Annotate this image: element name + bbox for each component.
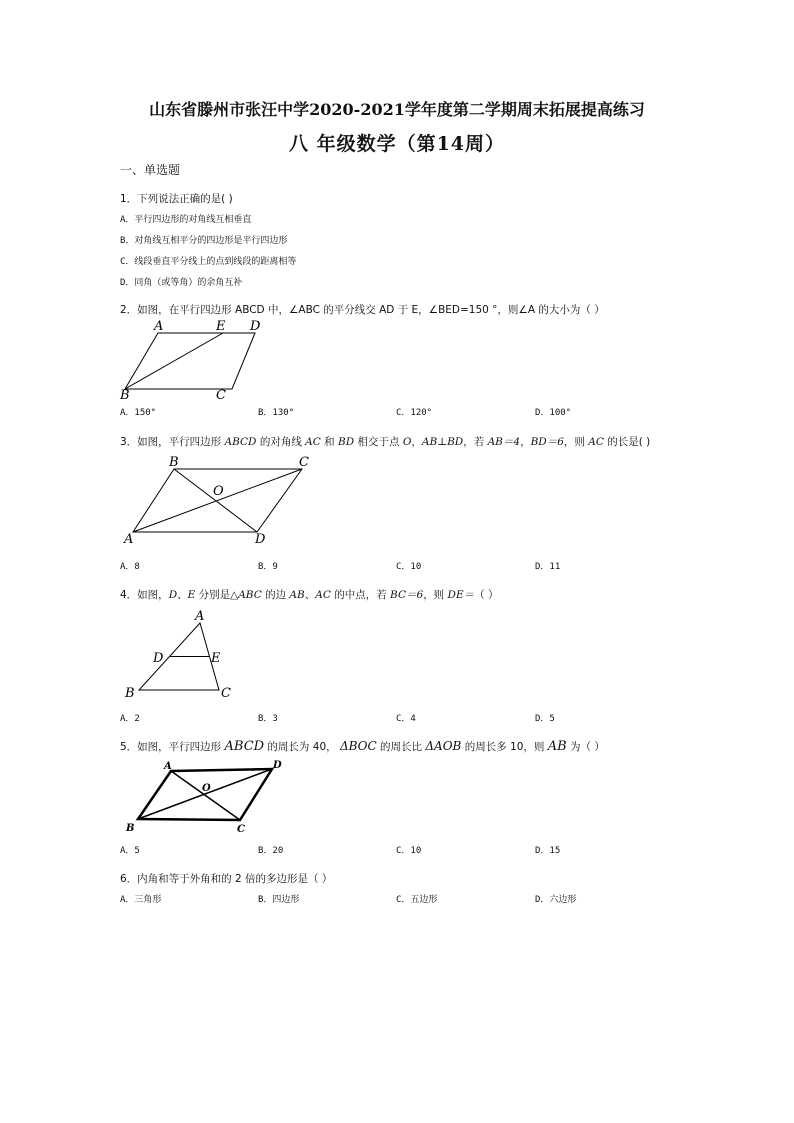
label-c: C bbox=[299, 455, 309, 470]
question-6-option-c: C．五边形 bbox=[396, 895, 438, 905]
label-e: E bbox=[216, 319, 226, 334]
label-b: B bbox=[120, 388, 130, 403]
diagonal-ac bbox=[133, 469, 302, 532]
question-5-option-c: C．10 bbox=[396, 846, 422, 856]
label-a: A bbox=[124, 532, 134, 547]
question-6-option-a: A．三角形 bbox=[120, 895, 162, 905]
label-d: D bbox=[273, 760, 282, 771]
question-4-option-c: C．4 bbox=[396, 714, 416, 724]
question-5-option-b: B．20 bbox=[258, 846, 284, 856]
diagonal-bd bbox=[138, 769, 272, 819]
question-6-option-d: D．六边形 bbox=[535, 895, 577, 905]
label-a: A bbox=[154, 319, 164, 334]
label-d: D bbox=[255, 532, 266, 547]
label-c: C bbox=[237, 824, 245, 835]
question-1-stem: 1．下列说法正确的是( ) bbox=[120, 193, 233, 205]
question-5-options bbox=[0, 843, 794, 857]
label-o: O bbox=[202, 783, 211, 794]
question-4-stem: 4．如图，D、E 分别是△ABC 的边 AB、AC 的中点，若 BC＝6，则 DE＝（ ） bbox=[120, 589, 499, 601]
label-b: B bbox=[126, 823, 135, 834]
question-1-option-b: B．对角线互相平分的四边形是平行四边形 bbox=[120, 236, 288, 246]
label-o: O bbox=[213, 484, 224, 499]
section-heading: 一、单选题 bbox=[120, 163, 181, 177]
question-5-option-d: D．15 bbox=[535, 846, 561, 856]
question-2-stem: 2．如图，在平行四边形 ABCD 中，∠ABC 的平分线交 AD 于 E，∠BED=150 °，则∠A 的大小为（ ） bbox=[120, 304, 605, 316]
question-2-options bbox=[0, 405, 794, 419]
question-1-option-c: C．线段垂直平分线上的点到线段的距离相等 bbox=[120, 257, 297, 267]
label-a: A bbox=[195, 609, 205, 624]
question-3-figure bbox=[124, 455, 314, 547]
question-4-option-d: D．5 bbox=[535, 714, 555, 724]
question-4-option-a: A．2 bbox=[120, 714, 140, 724]
question-1-option-a: A．平行四边形的对角线互相垂直 bbox=[120, 215, 252, 225]
question-6-option-b: B．四边形 bbox=[258, 895, 300, 905]
question-4-options bbox=[0, 711, 794, 725]
label-e: E bbox=[211, 651, 221, 666]
question-2-figure bbox=[120, 318, 270, 403]
diagonal-ac bbox=[171, 771, 240, 820]
label-b: B bbox=[169, 455, 179, 470]
question-5-stem: 5．如图，平行四边形 ABCD 的周长为 40， ΔBOC 的周长比 ΔAOB 的周长多 10，则 AB 为（ ） bbox=[120, 739, 605, 754]
question-6-options bbox=[0, 892, 794, 906]
label-a: A bbox=[164, 761, 172, 772]
question-6-stem: 6．内角和等于外角和的 2 倍的多边形是（ ） bbox=[120, 873, 333, 885]
question-3-options bbox=[0, 559, 794, 573]
question-4-option-b: B．3 bbox=[258, 714, 278, 724]
question-3-option-d: D．11 bbox=[535, 562, 561, 572]
question-2-option-a: A．150° bbox=[120, 408, 157, 418]
label-d: D bbox=[250, 319, 261, 334]
parallelogram-abcd bbox=[125, 333, 255, 389]
label-b: B bbox=[125, 686, 135, 701]
document-title: 山东省滕州市张汪中学2020-2021学年度第二学期周末拓展提高练习 bbox=[149, 100, 645, 119]
bisector-be bbox=[125, 333, 223, 389]
label-d: D bbox=[153, 651, 164, 666]
question-3-option-a: A．8 bbox=[120, 562, 140, 572]
question-3-option-c: C．10 bbox=[396, 562, 422, 572]
question-4-figure bbox=[125, 608, 240, 700]
diagonal-bd bbox=[174, 469, 257, 532]
question-1-option-d: D．同角（或等角）的余角互补 bbox=[120, 278, 243, 288]
question-2-option-b: B．130° bbox=[258, 408, 295, 418]
question-3-option-b: B．9 bbox=[258, 562, 278, 572]
question-5-option-a: A．5 bbox=[120, 846, 140, 856]
label-c: C bbox=[216, 388, 226, 403]
question-5-figure bbox=[124, 760, 284, 836]
question-2-option-d: D．100° bbox=[535, 408, 572, 418]
label-c: C bbox=[221, 686, 231, 701]
document-subtitle: 八 年级数学（第14周） bbox=[288, 133, 506, 155]
question-2-option-c: C．120° bbox=[396, 408, 433, 418]
question-3-stem: 3．如图，平行四边形 ABCD 的对角线 AC 和 BD 相交于点 O，AB⊥BD，若 AB＝4，BD＝6，则 AC 的长是( ) bbox=[120, 436, 651, 448]
